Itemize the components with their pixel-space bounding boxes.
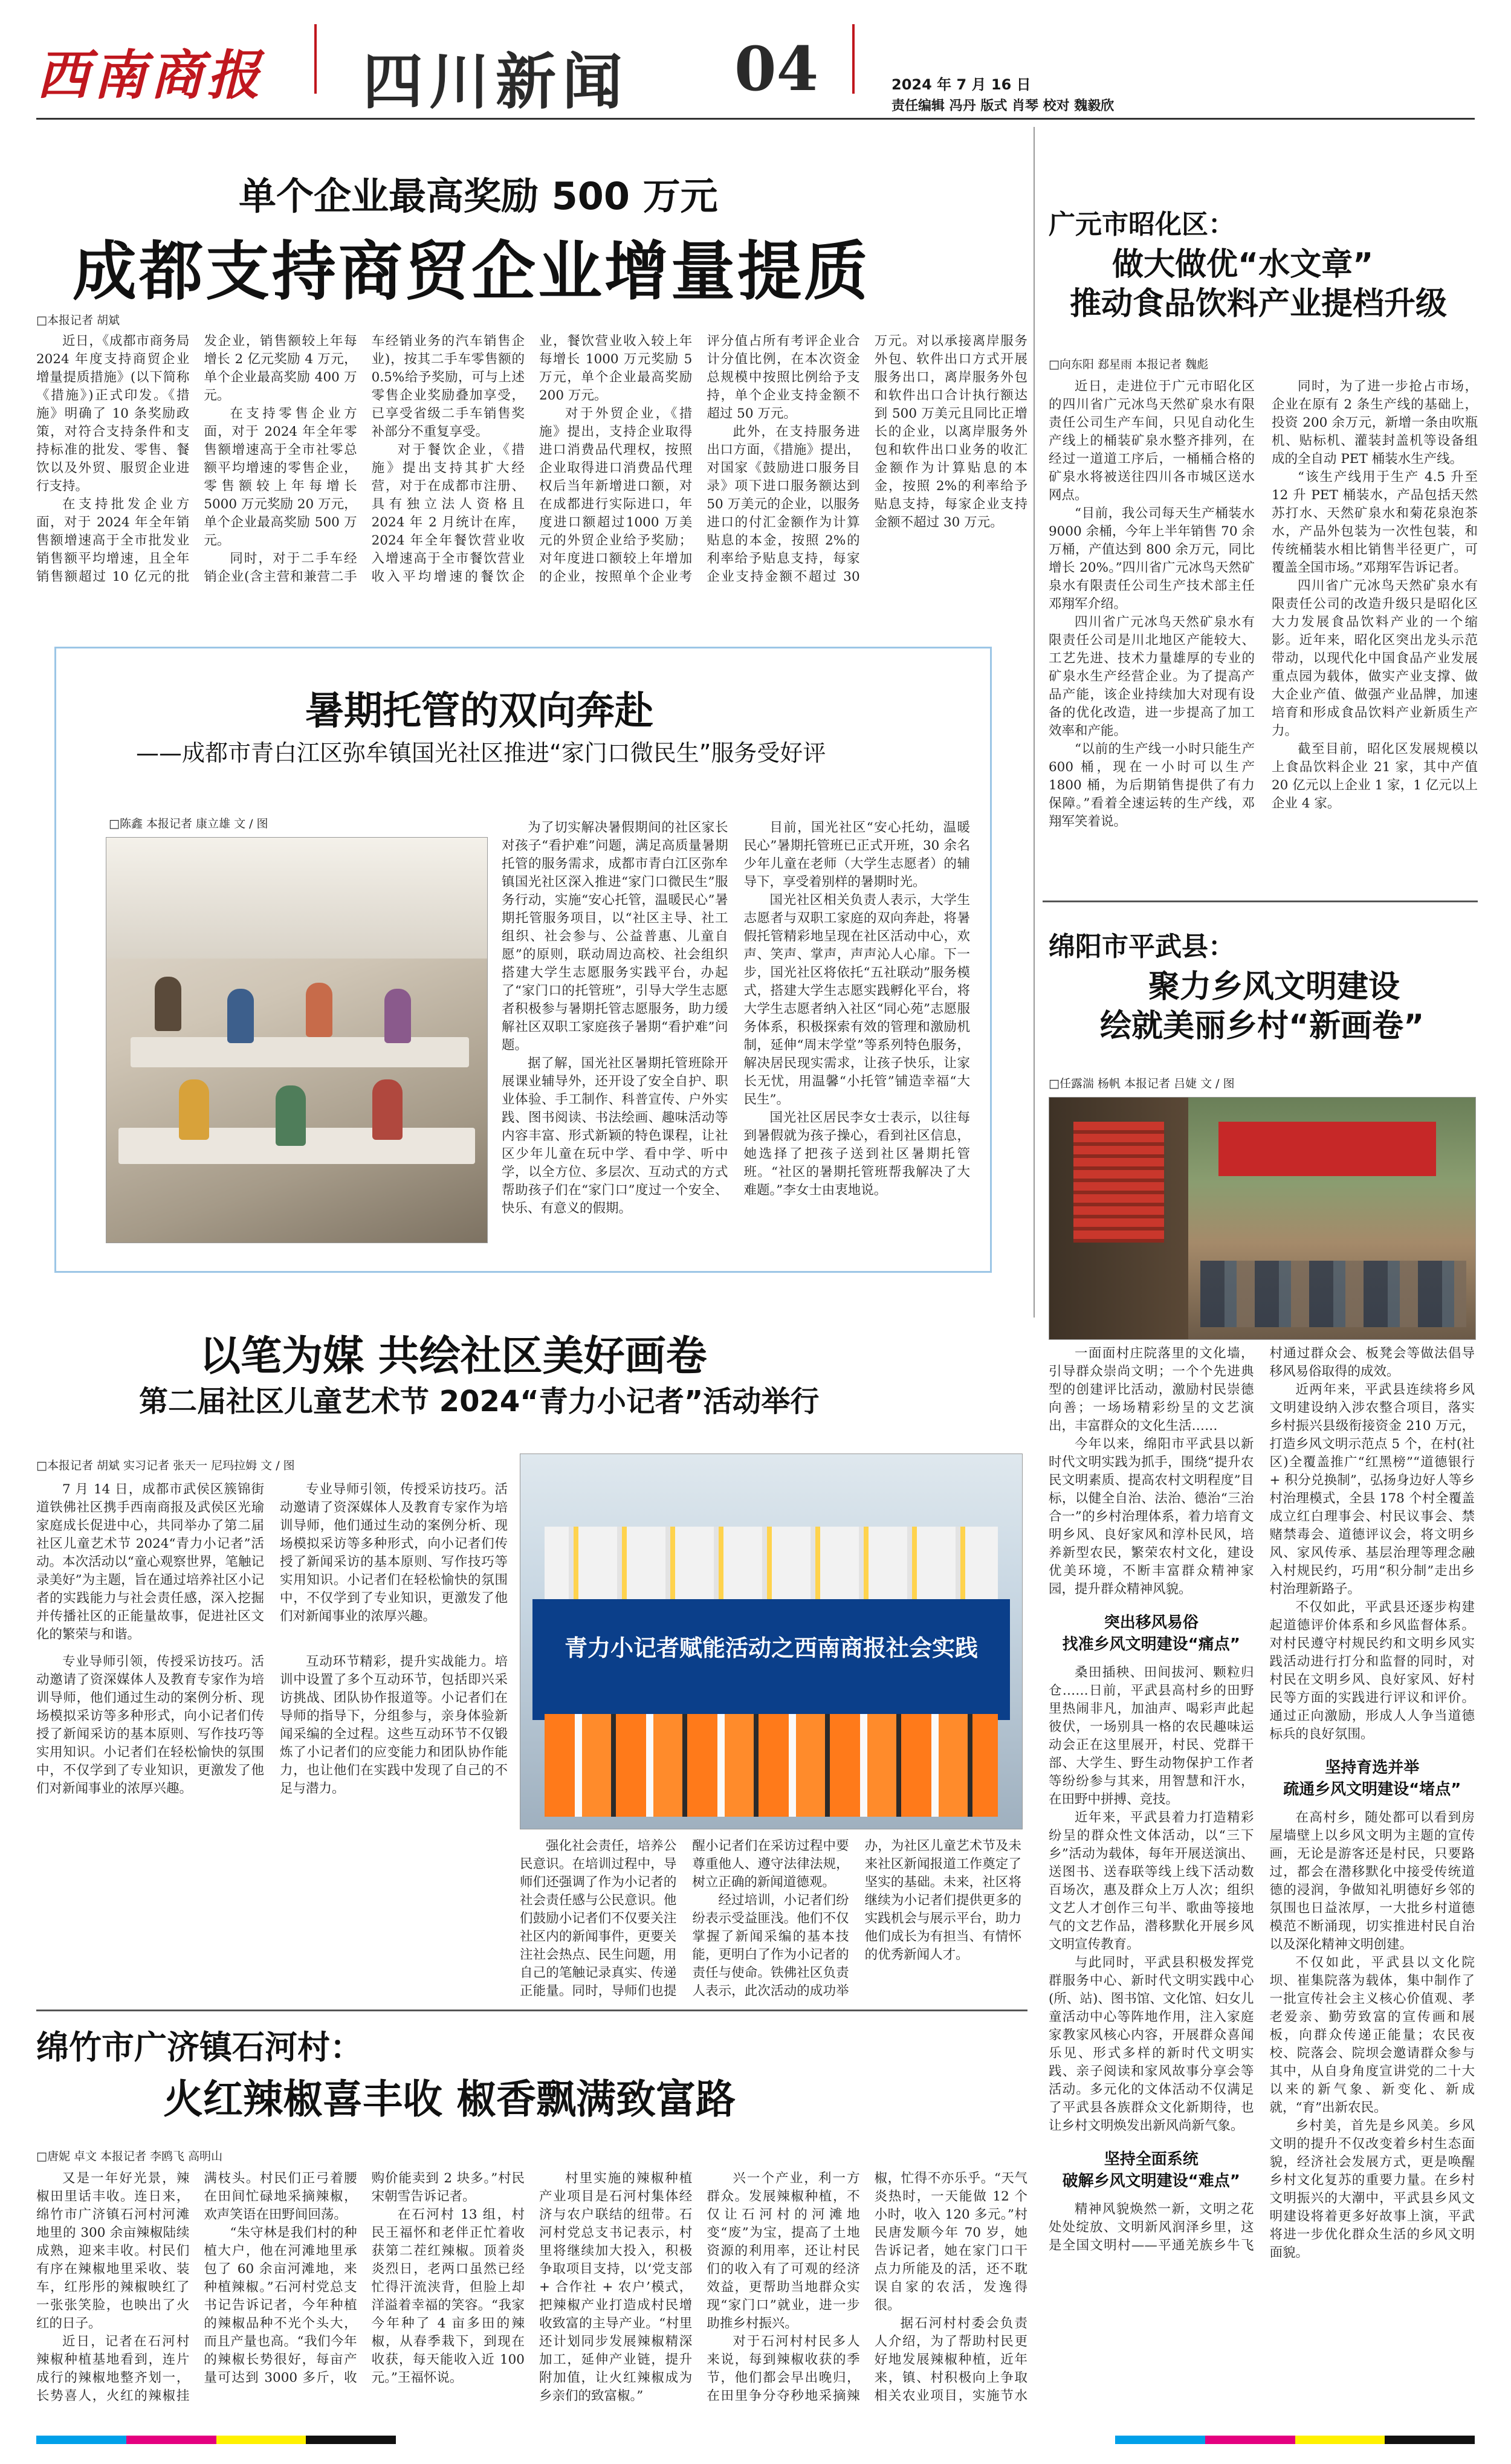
paragraph: 此外，在支持服务进出口方面，《措施》提出，对国家《鼓励进口服务目录》项下进口服务额达到 50 万美元的企业，以服务进口的付汇金额作为计算贴息的本金，按照 2%的利率给予贴息支持，每家企业支持金额不超过 30 万元。对以承接离岸服务外包、软件出口方式开展服务出口，离岸服务外包和软件出口合计执行额达到 500 万美元且同比正增长的企业，以离岸服务外包和软件出口业务的收汇金额作为计算贴息的本金，按照 2%的利率给予贴息支持，每家企业支持金额不超过 30 万元。: [707, 334, 1027, 584]
article4-byline: □任露湍 杨帆 本报记者 吕婕 文 / 图: [1049, 1077, 1235, 1090]
village-meeting-photo: [1049, 1097, 1476, 1340]
young-reporters-group-photo: [520, 1454, 1023, 1829]
article1-kicker: 单个企业最高奖励 500 万元: [239, 174, 718, 218]
article2-kicker: 广元市昭化区：: [1049, 209, 1235, 240]
paragraph: 在支持批发企业方面，对于 2024 年全年销售额增速高于全市批发业销售额平均增速，且全年销售额超过 10 亿元的批发企业，销售额较上年每增长 2 亿元奖励 4 万元，单个企业最高奖励 400 万元。: [36, 334, 357, 584]
paragraph: “该生产线用于生产 4.5 升至 12 升 PET 桶装水，产品包括天然苏打水、天然矿泉水和菊花泉泡茶水，产品外包装为一次性包装，和传统桶装水相比销售半径更广，可覆盖全国市场。”邓翔军告诉记者。: [1272, 470, 1478, 575]
paragraph: 近日，记者在石河村辣椒种植基地看到，连片成行的辣椒地整齐划一，长势喜人，火红的辣椒挂满枝头。村民们正弓着腰在田间忙碌地采摘辣椒，欢声笑语在田野间回荡。: [36, 2171, 357, 2404]
paragraph: 对于石河村村民多人来说，每到辣椒收获的季节，他们都会早出晚归，在田里争分夺秒地采摘辣椒，忙得不亦乐乎。“天气炎热时，一天能做 12 个小时，收入 120 多元。”村民唐发顺今年 70 岁，她告诉记者，她在家门口干点力所能及的活，还不耽误自家的农活，发逸得很。: [707, 2171, 1027, 2404]
article6-byline: □唐妮 卓文 本报记者 李鸥飞 高明山: [36, 2150, 223, 2163]
print-color-bar: [36, 2436, 1475, 2444]
article6-body: [36, 2170, 1027, 2411]
paragraph: 同时，为了进一步抢占市场，企业在原有 2 条生产线的基础上，投资 200 余万元，新增一条由吹瓶机、贴标机、灌装封盖机等设备组成的全自动 PET 桶装水生产线。: [1272, 379, 1478, 467]
article2-body: [1049, 378, 1478, 885]
paragraph: 目前，国光社区“安心托幼，温暖民心”暑期托管班已正式开班，30 余名少年儿童在老师（大学生志愿者）的辅导下，享受着别样的暑期时光。: [743, 820, 970, 890]
article2-byline: □向东阳 郄星雨 本报记者 魏彪: [1049, 358, 1209, 371]
paragraph: 桑田插秧、田间拔河、颗粒归仓……日前，平武县高村乡的田野里热闹非凡，加油声、喝彩声此起彼伏，一场别具一格的农民趣味运动会正在这里展开，村民、党群干部、大学生、野生动物保护工作者等纷纷参与其来，用智慧和汗水，在田野中拼搏、竞技。: [1049, 1665, 1254, 1807]
article6-kicker: 绵竹市广济镇石河村：: [36, 2028, 363, 2066]
article3-title: 暑期托管的双向奔赴: [305, 689, 653, 734]
article1-byline: □本报记者 胡斌: [36, 314, 120, 327]
paragraph: 据石河村村委会负责人介绍，为了帮助村民更好地发展辣椒种植，近年来，镇、村积极向上争取相关农业项目，实施节水: [874, 2316, 1027, 2404]
article3-body: [502, 819, 970, 1251]
article1-body: [36, 332, 1027, 601]
article6-headline: 火红辣椒喜丰收 椒香飘满致富路: [163, 2076, 736, 2123]
masthead: [0, 0, 1511, 117]
paragraph: 经过培训，小记者们纷纷表示受益匪浅。他们不仅掌握了新闻采编的基本技能，更明白了作为小记者的责任与使命。铁佛社区负责人表示，此次活动的成功举办，为社区儿童艺术节及未来社区新闻报道工作奠定了坚实的基础。未来，社区将继续为小记者们提供更多的实践机会与展示平台，助力他们成长为有担当、有情怀的优秀新闻人才。: [692, 1838, 1021, 1999]
paragraph: 专业导师引领，传授采访技巧。活动邀请了资深媒体人及教育专家作为培训导师，他们通过生动的案例分析、现场模拟采访等多种形式，向小记者们传授了新闻采访的基本原则、写作技巧等实用知识。小记者们在轻松愉快的氛围中，不仅学到了专业知识，更激发了他们对新闻事业的浓厚兴趣。: [280, 1482, 508, 1624]
article4-title-2: 绘就美丽乡村“新画卷”: [1100, 1008, 1425, 1044]
masthead-divider-2: [852, 24, 855, 94]
paragraph: 为了切实解决暑假期间的社区家长对孩子“看护难”问题，满足高质量暑期托管的服务需求，成都市青白江区弥牟镇国光社区深入推进“家门口微民生”服务行动，实施“安心托管，温暖民心”暑期托管服务项目，以“社区主导、社工组织、社会参与、公益普惠、儿童自愿”的原则，联动周边高校、社会组织搭建大学生志愿服务实践平台，办起了“家门口的托管班”，引导大学生志愿者积极参与暑期托管志愿服务，助力缓解社区双职工家庭孩子暑期“看护难”问题。: [502, 820, 728, 1053]
paragraph: 在支持零售企业方面，对于 2024 年全年零售额增速高于全市社零总额平均增速的零售企业，零售额较上年每增长 5000 万元奖励 20 万元，单个企业最高奖励 500 万元。: [204, 406, 357, 548]
article4-subhead-3: 坚持育选并举 疏通乡风文明建设“堵点”: [1283, 1759, 1461, 1799]
paragraph: 精神风貌焕然一新，文明之花处处绽放、文明新风润泽乡里，这是全国文明村——平通羌族乡牛飞村通过群众会、板凳会等做法倡导移风易俗取得的成效。: [1049, 1346, 1475, 2253]
paragraph: 兴一个产业，利一方群众。发展辣椒种植，不仅让石河村的河滩地变“废”为宝，提高了土地资源的利用率，还让村民们的收入有了可观的经济效益，更帮助当地群众实现“家门口”就业，进一步助推乡村振兴。: [707, 2171, 860, 2331]
article4-body: [1049, 1345, 1475, 2399]
paragraph: 不仅如此，平武县还逐步构建起道德评价体系和乡风监督体系。对村民遵守村规民约和文明乡风实践活动进行打分和监督的同时，对村民在文明乡风、良好家风、好村民等方面的实践进行评议和评价。通过正向激励，形成人人争当道德标兵的良好氛围。: [1269, 1600, 1475, 1742]
paragraph: 国光社区居民李女士表示，以往每到暑假就为孩子操心，看到社区信息，她选择了把孩子送到社区暑期托管班。“社区的暑期托管班帮我解决了大难题。”李女士由衷地说。: [743, 1110, 970, 1198]
paragraph: “目前，我公司每天生产桶装水 9000 余桶，今年上半年销售 70 余万桶，产值达到 800 余万元，同比增长 20%。”四川省广元冰鸟天然矿泉水有限责任公司生产技术部主任邓翔军介绍。: [1049, 506, 1255, 612]
paragraph: 四川省广元冰鸟天然矿泉水有限责任公司的改造升级只是昭化区大力发展食品饮料产业的一个缩影。近年来，昭化区突出龙头示范带动，以现代化中国食品产业发展重点园为载体，做实产业支撑、做大企业产值、做强产业品牌，加速培育和形成食品饮料产业新质生产力。: [1272, 578, 1478, 739]
article2-title-1: 做大做优“水文章”: [1112, 247, 1374, 283]
paragraph: 乡村美，首先是乡风美。乡风文明的提升不仅改变着乡村生态面貌，经济社会发展方式，更是唤醒乡村文化复苏的重要力量。在乡村文明振兴的大潮中，平武县乡风文明建设将着更多好故事上演，平武将进一步优化群众生活的乡风文明面貌。: [1269, 2118, 1475, 2260]
article3-subtitle: ——成都市青白江区弥牟镇国光社区推进“家门口微民生”服务受好评: [136, 740, 826, 766]
column-divider: [1034, 127, 1035, 1318]
paragraph: 国光社区相关负责人表示，大学生志愿者与双职工家庭的双向奔赴，将暑假托管精彩地呈现在社区活动中心，欢声、笑声、掌声，声声沁人心扉。下一步，国光社区将依托“五社联动”服务模式，搭建大学生志愿实践孵化平台，将大学生志愿者纳入社区“同心苑”志愿服务体系，积极探索有效的管理和激励机制，延伸“周末学堂”等系列特色服务，解决居民现实需求，让孩子快乐，让家长无忧，用温馨“小托管”铺造幸福“大民生”。: [743, 893, 970, 1107]
paragraph: 专业导师引领，传授采访技巧。活动邀请了资深媒体人及教育专家作为培训导师，他们通过生动的案例分析、现场模拟采访等多种形式，向小记者们传授了新闻采访的基本原则、写作技巧等实用知识。小记者们在轻松愉快的氛围中，不仅学到了专业知识，更激发了他们对新闻事业的浓厚兴趣。: [36, 1654, 264, 1796]
paragraph: 截至目前，昭化区发展规模以上食品饮料企业 21 家，其中产值 20 亿元以上企业 1 家，1 亿元以上企业 4 家。: [1272, 742, 1478, 811]
article1-headline: 成都支持商贸企业增量提质: [73, 234, 870, 309]
paragraph: 据了解，国光社区暑期托管班除开展课业辅导外，还开设了安全自护、职业体验、手工制作、科普宣传、户外实践、图书阅读、书法绘画、趣味活动等内容丰富、形式新颖的特色课程，让社区少年儿童在玩中学、看中学、听中学，以全方位、多层次、互动式的方式帮助孩子们在“家门口”度过一个安全、快乐、有意义的假期。: [502, 1056, 728, 1216]
paragraph: “朱守林是我们村的种植大户，他在河滩地里承包了 60 余亩河滩地，来种植辣椒。”石河村党总支书记告诉记者，今年种植的辣椒品种不光个头大，而且产量也高。“我们今年的辣椒长势很好，每亩产量可达到 3000 多斤，收购价能卖到 2 块多。”村民宋朝雪告诉记者。: [204, 2171, 525, 2385]
paragraph: 村里实施的辣椒种植产业项目是石河村集体经济与农户联结的纽带。石河村党总支书记表示，村里将继续加大投入，积极争取项目支持，以‘党支部 + 合作社 + 农户’模式，把辣椒产业打造成村民增收致富的主导产业。“村里还计划同步发展辣椒精深加工，延伸产业链，提升附加值，让火红辣椒成为乡亲们的致富椒。”: [539, 2171, 693, 2404]
article5-subtitle: 第二届社区儿童艺术节 2024“青力小记者”活动举行: [139, 1385, 820, 1418]
paragraph: 近年来，平武县着力打造精彩纷呈的群众性文体活动，以“三下乡”活动为载体，每年开展送演出、送图书、送春联等线上线下活动数百场次，惠及群众上万人次；组织文艺人才创作三句半、歌曲等接地气的文艺作品，潜移默化开展乡风文明宣传教育。: [1049, 1810, 1254, 1952]
paragraph: 今年以来，绵阳市平武县以新时代文明实践为抓手，围绕“提升农民文明素质、提高农村文明程度”目标，以健全自治、法治、德治“三治合一”的乡村治理体系，着力培育文明乡风、良好家风和淳朴民风，培养新型农民，繁荣农村文化，建设优美环境，不断丰富群众精神家园，提升群众精神风貌。: [1049, 1437, 1254, 1597]
article4-subhead-1: 突出移风易俗 找准乡风文明建设“痛点”: [1062, 1614, 1240, 1654]
paragraph: 在高村乡，随处都可以看到房屋墙壁上以乡风文明为主题的宣传画，无论是游客还是村民，只要路过，都会在潜移默化中接受传统道德的浸润，争做知礼明德好乡邻的氛围也日益浓厚，一大批乡村道德模范不断涌现，切实推进村民自治以及深化精神文明创建。: [1269, 1810, 1475, 1952]
article5-body-mid: [36, 1653, 508, 1834]
article5-title: 以笔为媒 共绘社区美好画卷: [199, 1333, 707, 1380]
paragraph: 在石河村 13 组，村民王福怀和老伴正忙着收获第二茬红辣椒。顶着炎炎烈日，老两口虽然已经忙得汗流浃背，但脸上却洋溢着幸福的笑容。“我家今年种了 4 亩多田的辣椒，从春季栽下，到现在收获，每天能收入近 100 元。”王福怀说。: [371, 2207, 525, 2385]
paragraph: 强化社会责任，培养公民意识。在培训过程中，导师们还强调了作为小记者的社会责任感与公民意识。他们鼓励小记者们不仅要关注社区内的新闻事件，更要关注社会热点、民生问题，用自己的笔触记录真实、传递正能量。同时，导师们也提醒小记者们在采访过程中要尊重他人、遵守法律法规，树立正确的新闻道德观。: [520, 1838, 849, 1999]
section-title: 四川新闻: [363, 46, 629, 117]
paragraph: 又是一年好光景，辣椒田里话丰收。连日来，绵竹市广济镇石河村河滩地里的 300 余亩辣椒陆续成熟，迎来丰收。村民们有序在辣椒地里采收、装车，红彤彤的辣椒映红了一张张笑脸，也映出了火红的日子。: [36, 2171, 190, 2331]
article5-body-bottom: [520, 1837, 1021, 2006]
paragraph: 一面面村庄院落里的文化墙，引导群众崇尚文明；一个个先进典型的创建评比活动，激励村民崇德向善；一场场精彩纷呈的文艺演出，丰富群众的文化生活……: [1049, 1346, 1254, 1434]
paragraph: 近日，走进位于广元市昭化区的四川省广元冰鸟天然矿泉水有限责任公司生产车间，只见自动化生产线上的桶装矿泉水整齐排列，在经过一道道工序后，一桶桶合格的矿泉水将被送往四川各市城区送水网点。: [1049, 379, 1255, 503]
issue-date: 2024 年 7 月 16 日: [891, 76, 1031, 93]
paragraph: “以前的生产线一小时只能生产 600 桶，现在一小时可以生产 1800 桶，为后期销售提供了有力保障。”看着全速运转的生产线，邓翔军笑着说。: [1049, 742, 1255, 829]
paragraph: 与此同时，平武县积极发挥党群服务中心、新时代文明实践中心(所、站)、图书馆、文化馆、妇女儿童活动中心等阵地作用，注入家庭家教家风核心内容，开展群众喜闻乐见、形式多样的新时代文明实践、亲子阅读和家风故事分享会等活动。多元化的文体活动不仅满足了平武县各族群众文化新期待，也让乡村文明焕发出新风尚新气象。: [1049, 1955, 1254, 2133]
masthead-divider: [314, 24, 317, 94]
article2-title-2: 推动食品饮料产业提档升级: [1070, 286, 1448, 322]
photo-banner-text: 青力小记者赋能活动之西南商报社会实践: [564, 1635, 978, 1661]
section-rule: [1043, 901, 1478, 902]
masthead-rule: [36, 118, 1475, 120]
article3-byline: □陈鑫 本报记者 康立雄 文 / 图: [109, 817, 268, 830]
paragraph: 近两年来，平武县连续将乡风文明建设纳入涉农整合项目，落实乡村振兴县级衔接资金 210 万元，打造乡风文明示范点 5 个，在村(社区)全覆盖推广“红黑榜”“道德银行 + 积分兑换制”，弘扬身边好人等乡村治理模式，全县 178 个村全覆盖成立红白理事会、村民议事会、禁赌禁毒会、道德评议会，将文明乡风、家风传承、基层治理等理念融入村规民约，巧用“积分制”走出乡村治理新路子。: [1269, 1382, 1475, 1597]
article5-byline: □本报记者 胡斌 实习记者 张天一 尼玛拉姆 文 / 图: [36, 1459, 295, 1472]
page-number: 04: [734, 33, 819, 105]
article4-title-1: 聚力乡风文明建设: [1148, 969, 1400, 1005]
paragraph: 四川省广元冰鸟天然矿泉水有限责任公司是川北地区产能较大、工艺先进、技术力量雄厚的专业的矿泉水生产经营企业。为了提高产品产能，该企业持续加大对现有设备的优化改造，进一步提高了加工效率和产能。: [1049, 615, 1255, 739]
article4-subhead-2: 坚持全面系统 破解乡风文明建设“难点”: [1062, 2150, 1240, 2190]
paragraph: 互动环节精彩，提升实战能力。培训中设置了多个互动环节，包括即兴采访挑战、团队协作报道等。小记者们在导师的指导下，分组参与，亲身体验新闻采编的全过程。这些互动环节不仅锻炼了小记者们的应变能力和团队协作能力，也让他们在实践中发现了自己的不足与潜力。: [280, 1654, 508, 1796]
paragraph: 7 月 14 日，成都市武侯区簇锦街道铁佛社区携手西南商报及武侯区光瑜家庭成长促进中心，共同举办了第二届社区儿童艺术节 2024“青力小记者”活动。本次活动以“童心观察世界，笔触记录美好”为主题，旨在通过培养社区小记者的实践能力与社会责任感，深入挖掘并传播社区的正能量故事，促进社区文化的繁荣与和谐。: [36, 1482, 264, 1642]
newspaper-logo: 西南商报: [36, 44, 264, 106]
paragraph: 对于餐饮企业，《措施》提出支持其扩大经营，对于在成都市注册、具有独立法人资格且 2024 年 2 月统计在库，2024 年全年餐饮营业收入增速高于全市餐饮营业收入平均增速的餐饮企业，餐饮营业收入较上年每增长 1000 万元奖励 5 万元，单个企业最高奖励 200 万元。: [371, 334, 693, 584]
paragraph: 对于外贸企业，《措施》提出，支持企业取得进口消费品代理权，按照企业取得进口消费品代理权后当年新增进口额，对在成都进行实际进口，年度进口额超过1000 万美元的外贸企业给予奖励；对年度进口额较上年增加的企业，按照单个企业考评分值占所有考评企业合计分值比例，在本次资金总规模中按照比例给予支持，单个企业支持金额不超过 50 万元。: [539, 334, 860, 584]
article4-kicker: 绵阳市平武县：: [1049, 931, 1235, 962]
editor-credits: 责任编辑 冯丹 版式 肖琴 校对 魏毅欣: [891, 99, 1115, 114]
children-tutoring-photo: [106, 837, 488, 1243]
section-rule-2: [36, 2010, 1027, 2011]
paragraph: 不仅如此，平武县以文化院坝、崔集院落为载体，集中制作了一批宣传社会主义核心价值观、孝老爱亲、勤劳致富的宣传画和展板，向群众传递正能量；农民夜校、院落会、院坝会邀请群众参与其中，从自身角度宣讲党的二十大以来的新气象、新变化、新成就，“育”出新农民。: [1269, 1955, 1475, 2115]
paragraph: 同时，对于二手车经销企业(含主营和兼营二手车经销业务的汽车销售企业)，按其二手车零售额的 0.5%给予奖励，可与上述零售企业奖励叠加享受，已享受省级二手车销售奖补部分不重复享受。: [204, 334, 525, 584]
paragraph: 近日，《成都市商务局 2024 年度支持商贸企业增量提质措施》(以下简称《措施》)正式印发。《措施》明确了 10 条奖励政策，对符合支持条件和支持标准的批发、零售、餐饮以及外贸、服贸企业进行支持。: [36, 334, 190, 494]
article5-body-top: [36, 1481, 508, 1650]
